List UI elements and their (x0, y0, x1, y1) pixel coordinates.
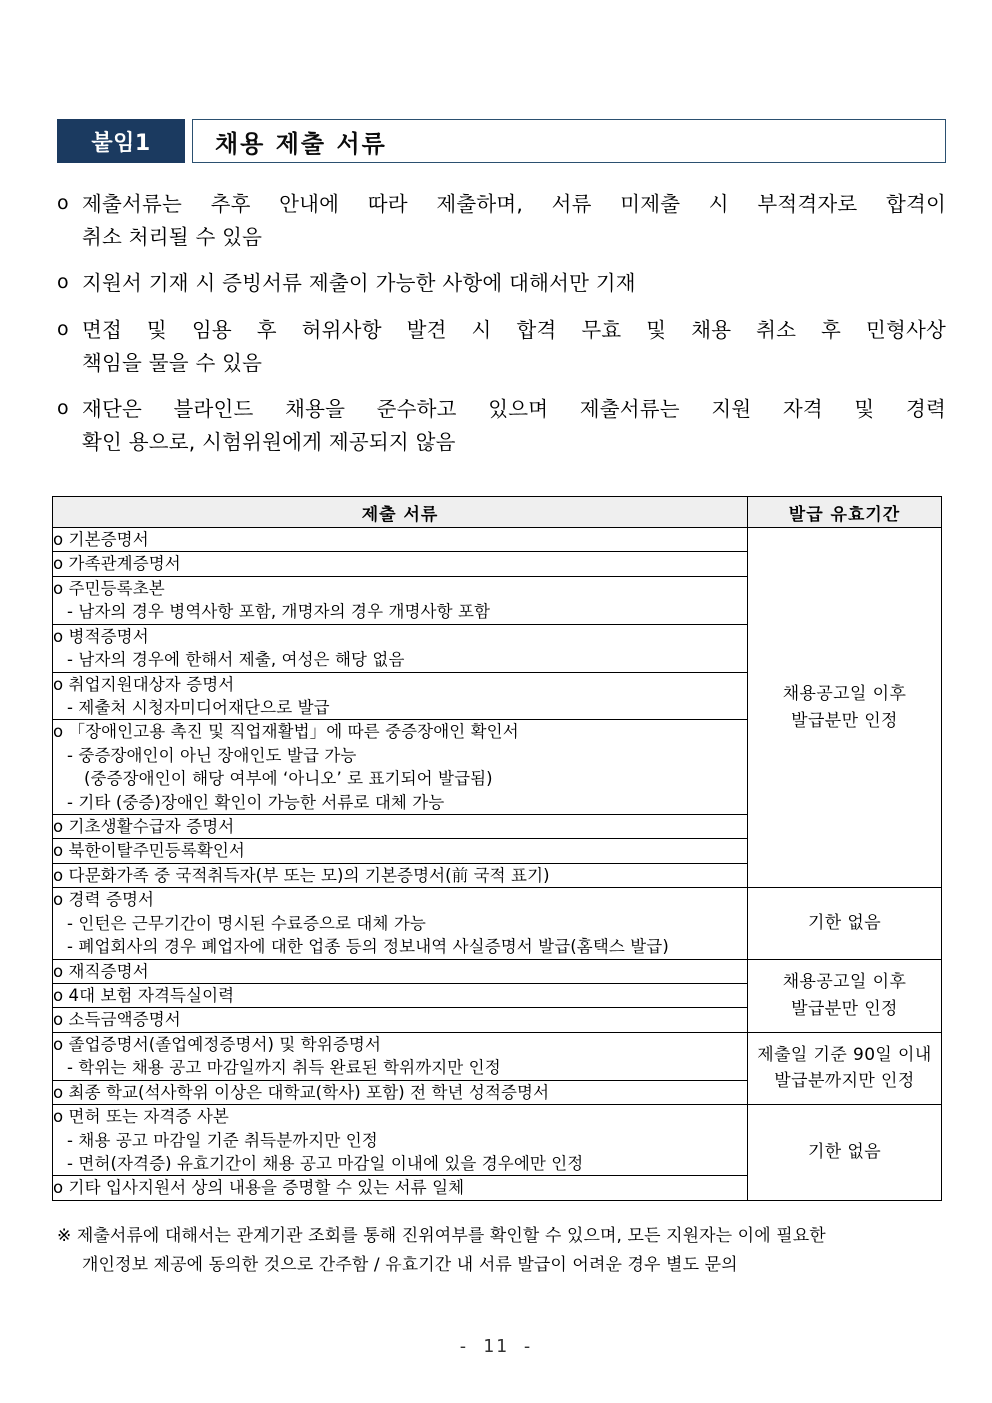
submission-documents-table (52, 496, 942, 1201)
document-line: - 기타 (중증)장애인 확인이 가능한 서류로 대체 가능 (67, 792, 445, 812)
bullet-item (57, 314, 946, 380)
bullet-item (57, 393, 946, 459)
bullet-list (57, 188, 946, 472)
bullet-line: 확인 용으로, 시험위원에게 제공되지 않음 (82, 430, 456, 455)
table-header-row (53, 497, 942, 528)
document-line: o 다문화가족 중 국적취득자(부 또는 모)의 기본증명서(前 국적 표기) (53, 865, 550, 885)
document-line: o 병적증명서 (53, 626, 149, 646)
table-row (53, 1032, 942, 1080)
document-line: (중증장애인이 해당 여부에 ‘아니오’ 로 표기되어 발급됨) (84, 769, 493, 789)
column-header-validity: 발급 유효기간 (748, 497, 942, 528)
document-line: - 채용 공고 마감일 기준 취득분까지만 인정 (67, 1130, 378, 1150)
validity-line: 기한 없음 (807, 913, 882, 934)
validity-cell (748, 888, 942, 959)
bullet-marker: o (57, 271, 69, 294)
footnote (57, 1222, 946, 1279)
document-cell (53, 1032, 748, 1080)
column-header-documents: 제출 서류 (53, 497, 748, 528)
bullet-item (57, 188, 946, 254)
validity-line: 발급분만 인정 (791, 998, 898, 1019)
document-cell (53, 984, 748, 1008)
document-line: o 기본증명서 (53, 530, 149, 549)
document-cell (53, 888, 748, 959)
bullet-text (82, 393, 946, 459)
document-line: o 취업지원대상자 증명서 (53, 674, 235, 694)
submission-documents-table-wrap (52, 496, 941, 1201)
document-cell (53, 552, 748, 576)
page-number: - 11 - (457, 1336, 535, 1357)
document-line: o 4대 보험 자격득실이력 (53, 986, 235, 1006)
document-line: o 경력 증명서 (53, 890, 155, 910)
bullet-text (82, 267, 946, 300)
bullet-line: 재단은 블라인드 채용을 준수하고 있으며 제출서류는 지원 자격 및 경력 (82, 397, 946, 422)
document-cell (53, 959, 748, 983)
document-cell (53, 863, 748, 887)
validity-line: 발급분까지만 인정 (774, 1071, 915, 1092)
bullet-text (82, 314, 946, 380)
validity-line: 채용공고일 이후 (782, 972, 907, 993)
validity-line: 제출일 기준 90일 이내 (757, 1045, 932, 1066)
document-cell (53, 624, 748, 672)
validity-line: 채용공고일 이후 (782, 684, 907, 705)
document-line: - 남자의 경우 병역사항 포함, 개명자의 경우 개명사항 포함 (67, 602, 491, 622)
validity-line: 발급분만 인정 (791, 710, 898, 731)
footnote-line: 개인정보 제공에 동의한 것으로 간주함 / 유효기간 내 서류 발급이 어려운 경우 별도 문의 (82, 1254, 738, 1275)
table-row (53, 959, 942, 983)
table-row (53, 528, 942, 552)
bullet-line: 지원서 기재 시 증빙서류 제출이 가능한 사항에 대해서만 기재 (82, 271, 636, 296)
document-line: o 「장애인고용 촉진 및 직업재활법」에 따른 중증장애인 확인서 (53, 722, 519, 742)
document-line: - 중증장애인이 아닌 장애인도 발급 가능 (67, 745, 357, 765)
document-line: o 소득금액증명서 (53, 1010, 181, 1030)
bullet-line: 취소 처리될 수 있음 (82, 225, 263, 250)
document-cell (53, 839, 748, 863)
document-line: - 학위는 채용 공고 마감일까지 취득 완료된 학위까지만 인정 (67, 1058, 501, 1078)
document-line: - 면허(자격증) 유효기간이 채용 공고 마감일 이내에 있을 경우에만 인정 (67, 1153, 584, 1173)
validity-cell (748, 959, 942, 1032)
validity-cell (748, 528, 942, 888)
bullet-line: 면접 및 임용 후 허위사항 발견 시 합격 무효 및 채용 취소 후 민형사상 (82, 317, 946, 342)
document-cell (53, 815, 748, 839)
validity-line: 기한 없음 (807, 1142, 882, 1163)
document-cell (53, 720, 748, 815)
bullet-marker: o (57, 397, 69, 420)
document-line: o 졸업증명서(졸업예정증명서) 및 학위증명서 (53, 1034, 382, 1054)
attachment-badge: 붙임1 (57, 119, 185, 163)
table-row (53, 888, 942, 959)
table-row (53, 1105, 942, 1176)
document-line: o 주민등록초본 (53, 578, 165, 598)
document-line: o 가족관계증명서 (53, 554, 181, 574)
document-cell (53, 672, 748, 720)
document-line: - 제출처 시청자미디어재단으로 발급 (67, 697, 330, 717)
bullet-marker: o (57, 317, 69, 340)
validity-cell (748, 1105, 942, 1201)
page-title: 채용 제출 서류 (215, 129, 387, 158)
document-line: o 북한이탈주민등록확인서 (53, 841, 245, 861)
document-line: o 면허 또는 자격증 사본 (53, 1107, 229, 1127)
document-cell (53, 1008, 748, 1032)
document-line: o 최종 학교(석사학위 이상은 대학교(학사) 포함) 전 학년 성적증명서 (53, 1082, 550, 1102)
document-title-row (57, 119, 946, 163)
bullet-marker: o (57, 192, 69, 214)
document-line: o 기타 입사지원서 상의 내용을 증명할 수 있는 서류 일체 (53, 1178, 465, 1198)
bullet-item (57, 267, 946, 300)
document-cell (53, 1105, 748, 1176)
document-cell (53, 576, 748, 624)
document-line: - 인턴은 근무기간이 명시된 수료증으로 대체 가능 (67, 913, 426, 933)
document-line: o 기초생활수급자 증명서 (53, 817, 235, 837)
document-line: o 재직증명서 (53, 961, 149, 981)
bullet-line: 제출서류는 추후 안내에 따라 제출하며, 서류 미제출 시 부적격자로 합격이 (82, 192, 946, 216)
document-cell (53, 1080, 748, 1104)
document-cell (53, 1176, 748, 1200)
footnote-line: ※ 제출서류에 대해서는 관계기관 조회를 통해 진위여부를 확인할 수 있으며, 모든 지원자는 이에 필요한 (57, 1226, 826, 1246)
document-cell (53, 528, 748, 552)
title-box (192, 119, 946, 163)
validity-cell (748, 1032, 942, 1104)
document-line: - 남자의 경우에 한해서 제출, 여성은 해당 없음 (67, 650, 405, 670)
document-line: - 폐업회사의 경우 폐업자에 대한 업종 등의 정보내역 사실증명서 발급(홈택스 발급) (67, 937, 669, 957)
bullet-text (82, 188, 946, 254)
bullet-line: 책임을 물을 수 있음 (82, 350, 263, 375)
